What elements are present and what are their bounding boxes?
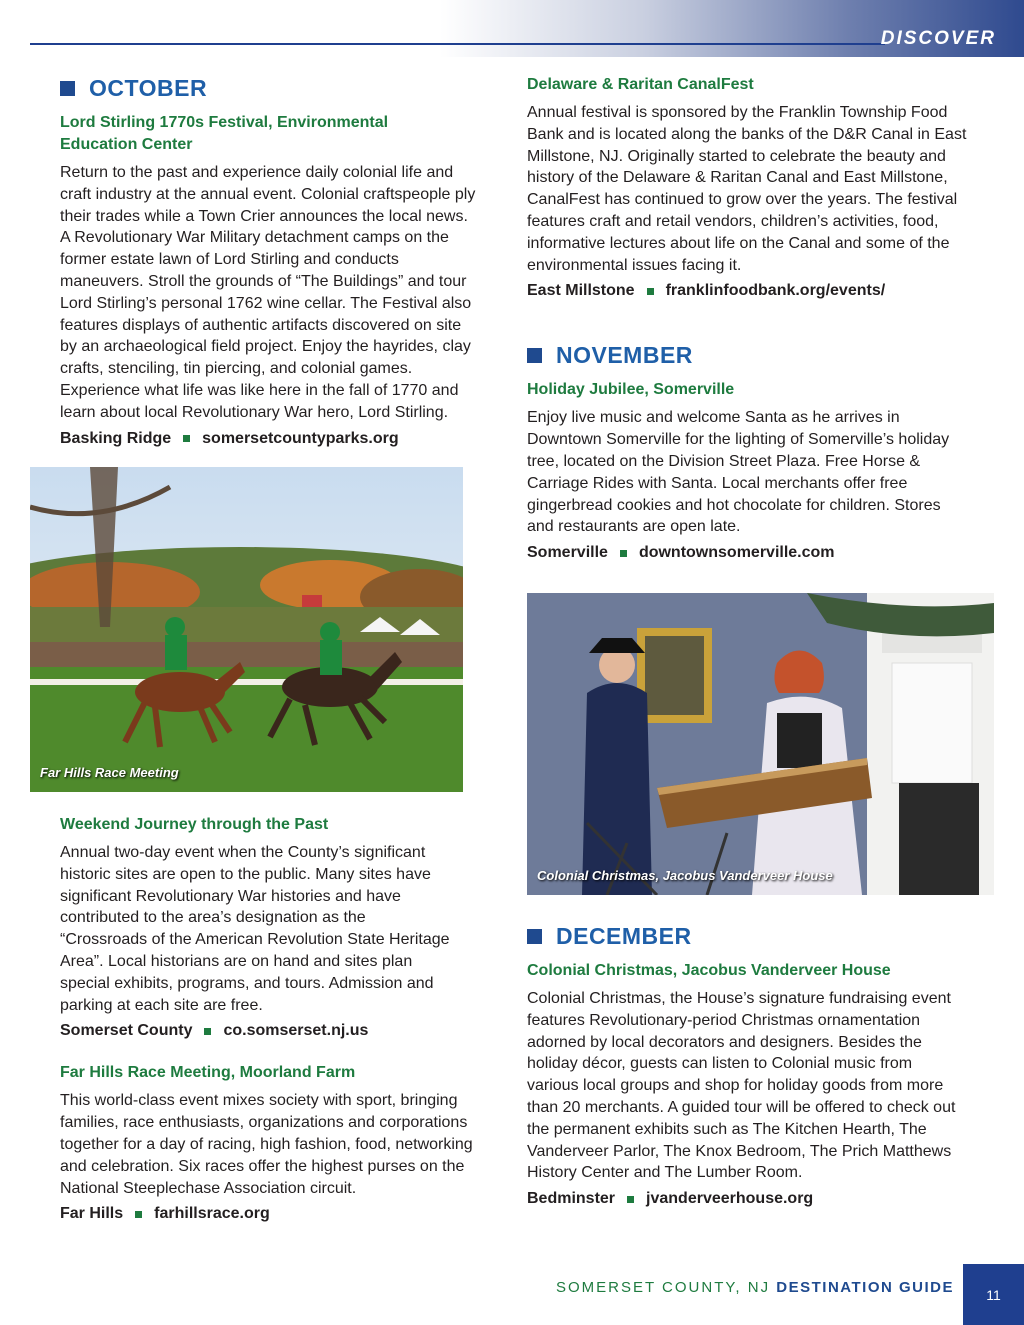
event-url[interactable]: farhillsrace.org [154,1205,270,1223]
square-bullet-icon [204,1028,211,1035]
event-url[interactable]: jvanderveerhouse.org [646,1190,814,1208]
event-far-hills [60,1062,490,1223]
event-title: Holiday Jubilee, Somerville [527,381,735,399]
photo-caption: Far Hills Race Meeting [40,765,179,780]
month-label: DECEMBER [556,923,692,949]
colonial-musicians-illustration [527,593,994,895]
event-description: Return to the past and experience daily colonial life and craft industry at the annual event. Colonial craftspeople ply their trades while a Town Crier announces the local news. A Revolutionary War Military detachment camps on the former estate lawn of Lord Stirling and conducts maneuvers. Stroll the grounds of “The Buildings” and tour Lord Stirling’s personal 1762 wine cellar. The Festival also features displays of authentic artifacts discovered on site by an archaeological field project. Enjoy the hayrides, clay crafts, stenciling, tin piercing, and colonial games. Experience what life was like here in the fall of 1770 and learn about local Revolutionary War hero, Lord Stirling. [60,164,476,421]
footer-publication-name: SOMERSET COUNTY, NJ [555,1279,771,1296]
month-heading-december [527,923,967,950]
square-bullet-icon [183,435,190,442]
photo-far-hills-race [30,467,463,792]
event-title: Far Hills Race Meeting, Moorland Farm [60,1064,356,1082]
event-colonial-christmas [527,960,967,1208]
page-number: 11 [963,1264,1024,1325]
event-location: Basking Ridge [60,429,172,447]
event-url[interactable]: franklinfoodbank.org/events/ [665,282,886,300]
event-holiday-jubilee [527,379,967,562]
october-column-continued [60,814,490,1223]
event-location-line [60,430,480,448]
event-weekend-journey [60,814,490,1040]
footer-guide-name: DESTINATION GUIDE [776,1279,954,1296]
event-title: Lord Stirling 1770s Festival, Environmental Education Center [60,114,389,153]
photo-colonial-christmas [527,593,994,895]
event-description: Annual festival is sponsored by the Franklin Township Food Bank and is located along the banks of the D&R Canal in East Millstone, NJ. Originally started to celebrate the beauty and history of the Delaware & Raritan Canal and East Millstone, CanalFest has continued to grow over the years. The festival features craft and retail vendors, children’s activities, food, informative lectures about life on the Canal and some of the environmental issues facing it. [527,104,967,274]
event-canalfest [527,74,967,300]
event-lord-stirling [60,112,480,448]
event-location-line [60,1022,490,1040]
month-label: NOVEMBER [556,342,693,369]
right-column [527,74,967,562]
square-bullet-icon [627,1196,634,1203]
month-heading-november [527,342,967,369]
section-label: DISCOVER [880,28,996,49]
event-url[interactable]: co.somserset.nj.us [223,1022,369,1040]
square-bullet-icon [135,1211,142,1218]
event-location: East Millstone [527,282,635,300]
event-location-line [527,1190,967,1208]
event-location-line [527,544,967,562]
photo-caption: Colonial Christmas, Jacobus Vanderveer House [537,868,833,883]
event-url[interactable]: downtownsomerville.com [638,544,835,562]
event-location-line [60,1205,490,1223]
event-description: Enjoy live music and welcome Santa as he arrives in Downtown Somerville for the lighting of Somerville’s holiday tree, located on the Division Street Plaza. Free Horse & Carriage Rides with Santa. Local merchants offer free gingerbread cookies and hot chocolate for children. Stores and restaurants are open late. [527,409,950,536]
square-bullet-icon [60,81,75,96]
event-title: Colonial Christmas, Jacobus Vanderveer House [527,962,891,979]
event-description: This world-class event mixes society with sport, bringing families, race enthusiasts, organizations and corporations together for a day of racing, high fashion, food, networking and celebration. Six races offer the highest purses on the National Steeplechase Association circuit. [60,1092,473,1197]
event-location: Somerset County [60,1022,193,1040]
event-title: Delaware & Raritan CanalFest [527,76,754,93]
event-url[interactable]: somersetcountyparks.org [202,429,399,447]
event-description: Annual two-day event when the County’s significant historic sites are open to the public. Many sites have significant Revolutionary War histories and have contributed to the area’s designation as the “Crossroads of the American Revolution State Heritage Area”. Local historians are on hand and sites plan special exhibits, programs, and tours. Admission and parking at each site are free. [60,844,450,1014]
event-description: Colonial Christmas, the House’s signature fundraising event features Revolutionary-period Christmas ornamentation adorned by local decorators and designers. Besides the holiday décor, guests can listen to Colonial music from various local groups and shop for holiday goods from more than 20 merchants. A guided tour will be offered to check out the permanent exhibits such as The Kitchen Hearth, The Vanderveer Parlor, The Knox Bedroom, The Prich Matthews History Center and The Lumber Room. [527,990,956,1182]
steeplechase-illustration [30,467,463,792]
event-title: Weekend Journey through the Past [60,816,329,833]
event-location: Somerville [527,544,608,562]
square-bullet-icon [620,550,627,557]
square-bullet-icon [527,929,542,944]
event-location-line [527,282,967,300]
event-location: Bedminster [527,1190,616,1208]
footer-publication [556,1279,954,1296]
month-heading-october [60,75,480,102]
square-bullet-icon [527,348,542,363]
october-column [60,75,480,448]
event-location: Far Hills [60,1205,124,1223]
month-label: OCTOBER [89,75,208,101]
december-section [527,923,967,1208]
header-rule [30,43,885,45]
square-bullet-icon [647,288,654,295]
